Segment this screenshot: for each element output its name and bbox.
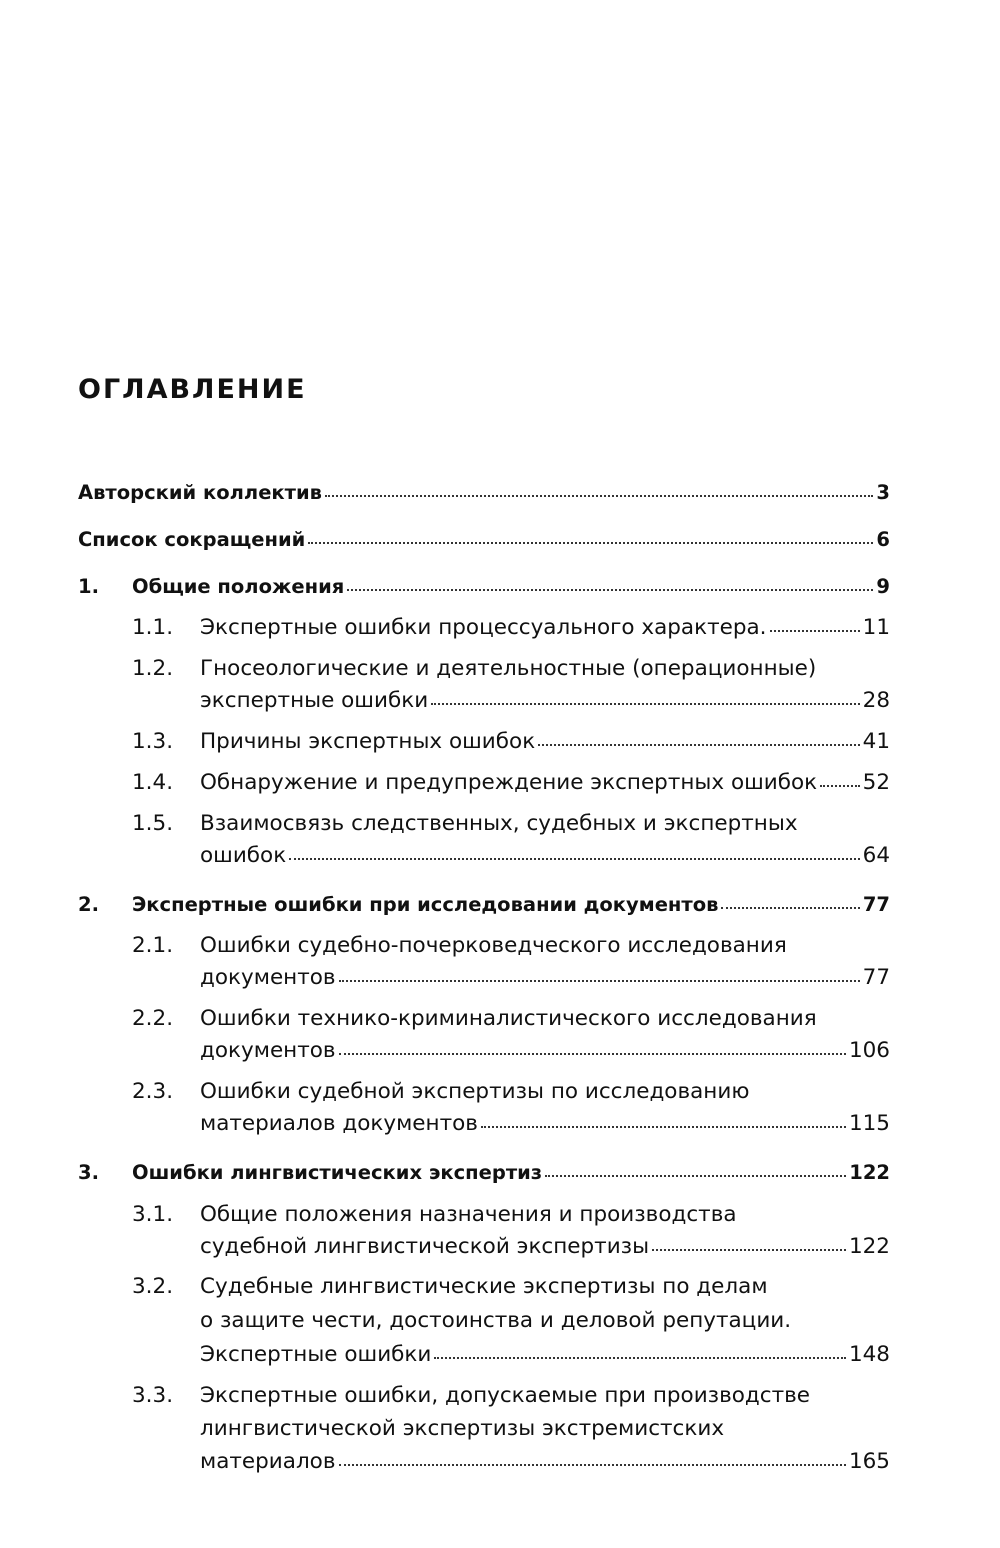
toc-section-3-1-cont[interactable] [0,1232,1000,1262]
toc-chapter-number: 1. [78,575,99,598]
toc-entry-title-line: Судебные лингвистические экспертизы по делам [200,1274,768,1299]
toc-entry-title-line: Гносеологические и деятельностные (операционные) [200,656,817,681]
toc-section-2-1[interactable] [0,931,1000,961]
toc-entry-title-line: судебной лингвистической экспертизы [200,1234,650,1259]
dot-leader [339,1053,846,1055]
toc-entry-title-line: материалов [200,1449,336,1474]
toc-entry-title: Экспертные ошибки при исследовании документов [132,893,719,916]
toc-entry-title-line: документов [200,965,336,990]
dot-leader [289,858,859,860]
toc-page-number: 115 [848,1111,890,1136]
toc-page-number: 52 [862,770,890,795]
dot-leader [347,589,873,591]
toc-entry-title-line: лингвистической экспертизы экстремистских [200,1416,725,1441]
toc-page-number: 28 [862,688,890,713]
toc-chapter-2[interactable] [0,890,1000,920]
toc-section-number: 2.2. [132,1006,174,1031]
toc-page-number: 77 [862,893,890,916]
dot-leader [434,1357,846,1359]
toc-section-3-2-cont[interactable] [0,1306,1000,1336]
toc-section-3-2-cont[interactable] [0,1340,1000,1370]
toc-section-1-4[interactable] [0,768,1000,798]
page-title: ОГЛАВЛЕНИЕ [78,374,307,405]
toc-entry-title-line: Экспертные ошибки, допускаемые при производстве [200,1383,811,1408]
toc-section-3-2[interactable] [0,1272,1000,1302]
dot-leader [820,785,860,787]
toc-section-2-3[interactable] [0,1077,1000,1107]
dot-leader [481,1126,846,1128]
dot-leader [721,907,859,909]
dot-leader [545,1175,846,1177]
toc-entry-title-line: Экспертные ошибки [200,1342,432,1367]
dot-leader [770,630,860,632]
toc-entry-title: Обнаружение и предупреждение экспертных ошибок [200,770,818,795]
toc-page-number: 3 [876,481,890,504]
dot-leader [538,744,859,746]
toc-page-number: 11 [862,615,890,640]
toc-page-number: 6 [876,528,890,551]
toc-section-1-2-cont[interactable] [0,686,1000,716]
toc-page-number: 64 [862,843,890,868]
toc-page-number: 41 [862,729,890,754]
toc-section-number: 1.4. [132,770,174,795]
toc-entry-title-line: Ошибки судебной экспертизы по исследованию [200,1079,750,1104]
toc-entry-title-line: Ошибки судебно-почерковедческого исследования [200,933,787,958]
toc-section-number: 1.5. [132,811,174,836]
toc-section-1-3[interactable] [0,727,1000,757]
dot-leader [652,1249,846,1251]
toc-entry-title-line: Ошибки технико-криминалистического исследования [200,1006,817,1031]
toc-section-number: 3.2. [132,1274,174,1299]
toc-entry-title-line: документов [200,1038,336,1063]
toc-chapter-number: 2. [78,893,99,916]
toc-entry-title-line: Взаимосвязь следственных, судебных и экспертных [200,811,798,836]
toc-entry-title-line: о защите чести, достоинства и деловой репутации. [200,1308,792,1333]
toc-section-3-3[interactable] [0,1381,1000,1411]
toc-chapter-number: 3. [78,1161,99,1184]
toc-section-number: 1.1. [132,615,174,640]
toc-section-3-1[interactable] [0,1200,1000,1230]
toc-page-number: 148 [848,1342,890,1367]
toc-entry-title: Авторский коллектив [78,481,322,504]
toc-section-1-5-cont[interactable] [0,841,1000,871]
toc-page-number: 165 [848,1449,890,1474]
toc-entry-title: Причины экспертных ошибок [200,729,536,754]
toc-entry-title-line: материалов документов [200,1111,478,1136]
toc-section-number: 1.3. [132,729,174,754]
toc-entry-authors[interactable] [0,478,1000,508]
toc-section-3-3-cont[interactable] [0,1447,1000,1477]
toc-section-number: 2.1. [132,933,174,958]
toc-section-number: 1.2. [132,656,174,681]
toc-page-number: 9 [876,575,890,598]
toc-section-number: 2.3. [132,1079,174,1104]
toc-page-number: 77 [862,965,890,990]
toc-section-number: 3.1. [132,1202,174,1227]
toc-section-2-1-cont[interactable] [0,963,1000,993]
toc-entry-abbreviations[interactable] [0,525,1000,555]
toc-entry-title: Общие положения [132,575,345,598]
toc-chapter-3[interactable] [0,1158,1000,1188]
dot-leader [431,703,859,705]
toc-entry-title: Список сокращений [78,528,306,551]
toc-entry-title: Экспертные ошибки процессуального характера. [200,615,767,640]
toc-section-1-1[interactable] [0,613,1000,643]
toc-chapter-1[interactable] [0,572,1000,602]
toc-section-number: 3.3. [132,1383,174,1408]
dot-leader [308,542,873,544]
toc-entry-title: Ошибки лингвистических экспертиз [132,1161,543,1184]
dot-leader [325,495,873,497]
toc-section-2-2-cont[interactable] [0,1036,1000,1066]
toc-entry-title-line: Общие положения назначения и производства [200,1202,737,1227]
toc-entry-title-line: ошибок [200,843,287,868]
toc-page-number: 122 [849,1161,890,1184]
toc-page-number: 122 [848,1234,890,1259]
toc-section-2-3-cont[interactable] [0,1109,1000,1139]
dot-leader [339,980,860,982]
toc-section-3-3-cont[interactable] [0,1414,1000,1444]
toc-entry-title-line: экспертные ошибки [200,688,429,713]
dot-leader [339,1464,846,1466]
toc-section-1-5[interactable] [0,809,1000,839]
toc-section-2-2[interactable] [0,1004,1000,1034]
toc-section-1-2[interactable] [0,654,1000,684]
toc-page-number: 106 [848,1038,890,1063]
